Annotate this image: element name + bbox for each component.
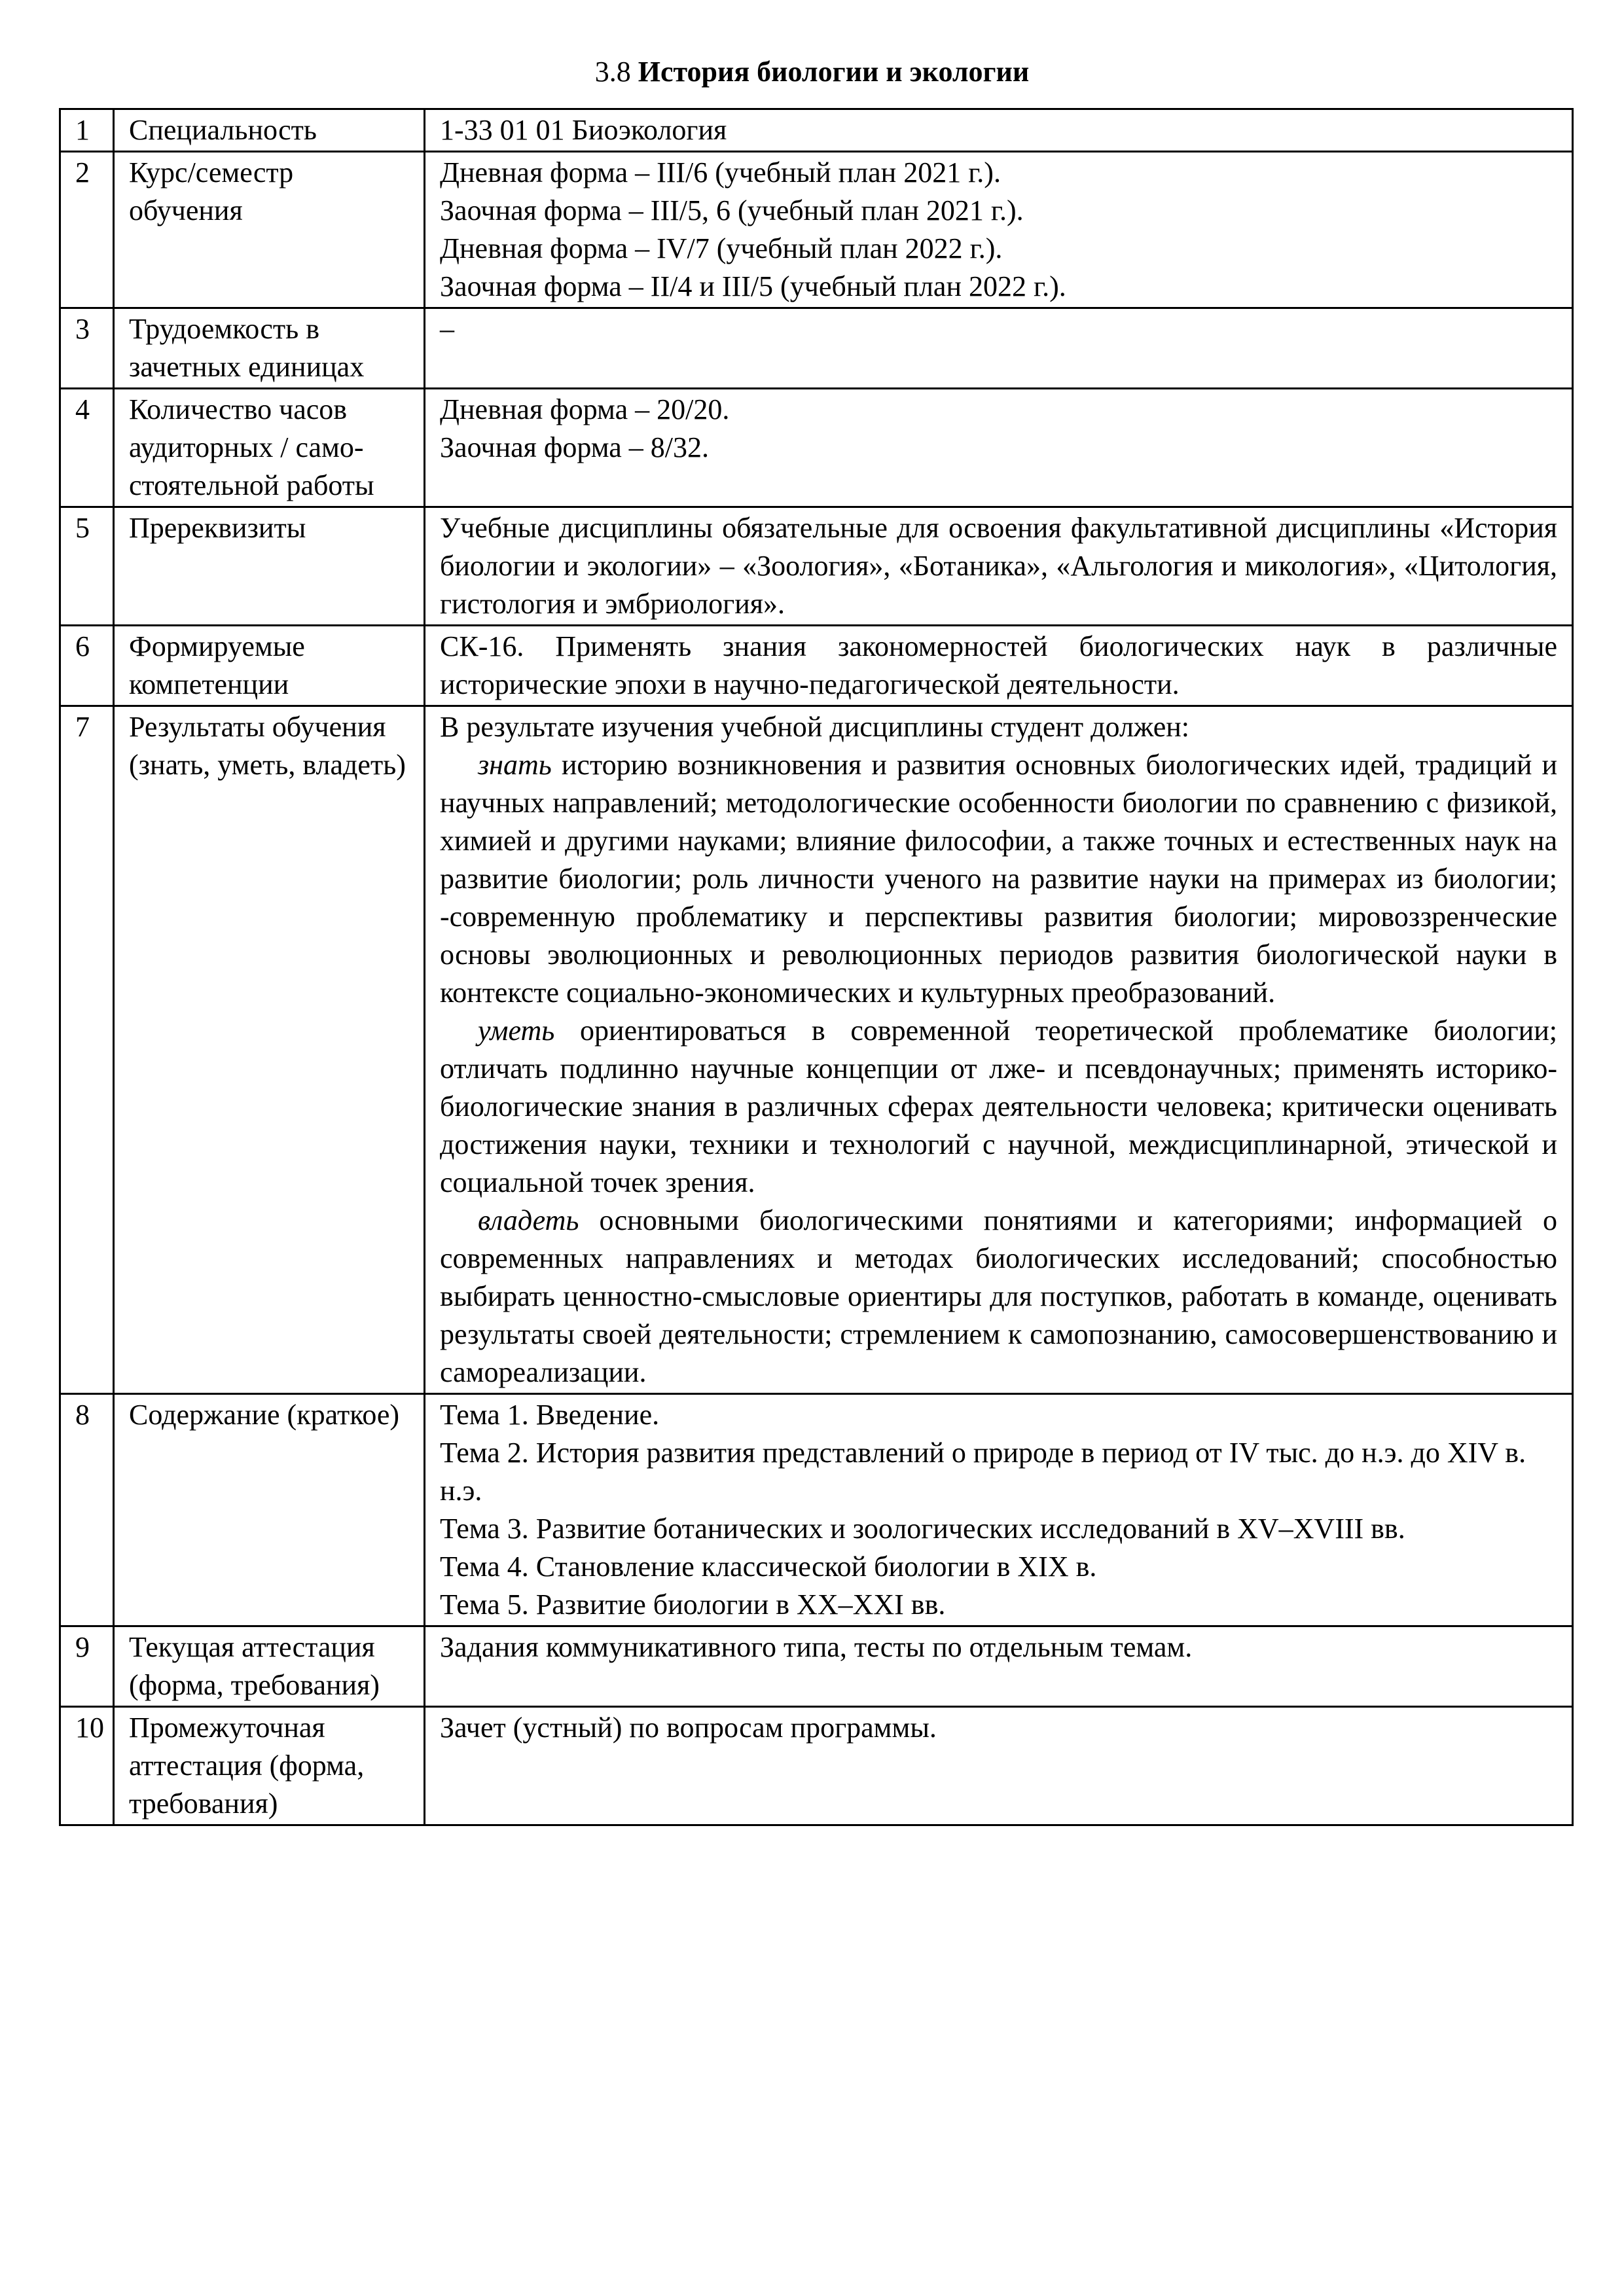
row-number: 10 bbox=[60, 1707, 114, 1825]
table-row bbox=[60, 1626, 1573, 1707]
results-know-text: историю возникновения и развития основных биологических идей, традиций и научных направлений; методологические особенности биологии по сравнению с физикой, химией и другими науками; влияние философии, а также точных и естественных наук на развитие биологии; роль личности ученого на развитие науки на примерах из биологии; -современную проблематику и перспективы развития биологии; мировоззренческие основы эволюционных и революционных периодов развития биологической науки в контексте социально-экономических и культурных преобразований. bbox=[440, 749, 1557, 1009]
row-label: Курс/семестр обучения bbox=[114, 152, 425, 308]
topic-line: Тема 1. Введение. bbox=[440, 1399, 660, 1431]
row-number: 3 bbox=[60, 308, 114, 389]
value-line: Заочная форма – III/5, 6 (учебный план 2021 г.). bbox=[440, 194, 1024, 226]
row-label: Специальность bbox=[114, 109, 425, 152]
results-can-key: уметь bbox=[478, 1014, 555, 1047]
section-name: История биологии и экологии bbox=[638, 56, 1030, 88]
table-row bbox=[60, 389, 1573, 507]
results-master-key: владеть bbox=[478, 1204, 579, 1236]
page-title bbox=[0, 52, 1624, 92]
row-label: Содержание (краткое) bbox=[114, 1394, 425, 1626]
value-line: Зачет (устный) по вопросам программы. bbox=[440, 1712, 937, 1744]
row-value bbox=[425, 152, 1573, 308]
table-row bbox=[60, 706, 1573, 1394]
table-row bbox=[60, 308, 1573, 389]
table-row bbox=[60, 1707, 1573, 1825]
table-row bbox=[60, 109, 1573, 152]
topic-line: Тема 4. Становление классической биологии в XIX в. bbox=[440, 1551, 1097, 1583]
results-master bbox=[440, 1202, 1557, 1391]
row-label: Промежуточная аттестация (форма, требования) bbox=[114, 1707, 425, 1825]
row-label: Результаты обучения (знать, уметь, владеть) bbox=[114, 706, 425, 1394]
section-number: 3.8 bbox=[594, 56, 631, 88]
topic-line: Тема 2. История развития представлений о природе в период от IV тыс. до н.э. до XIV в. н.э. bbox=[440, 1437, 1526, 1507]
table-row bbox=[60, 507, 1573, 626]
topic-line: Тема 5. Развитие биологии в XX–XXI вв. bbox=[440, 1588, 946, 1621]
results-intro: В результате изучения учебной дисциплины студент должен: bbox=[440, 711, 1190, 743]
table-row bbox=[60, 152, 1573, 308]
row-number: 9 bbox=[60, 1626, 114, 1707]
row-value: Учебные дисциплины обязательные для освоения факультативной дисциплины «История биологии и экологии» – «Зоология», «Ботаника», «Альгология и микология», «Цитология, гистология и эмбриология». bbox=[425, 507, 1573, 626]
value-line: Задания коммуникативного типа, тесты по отдельным темам. bbox=[440, 1631, 1193, 1663]
row-value bbox=[425, 1707, 1573, 1825]
row-value bbox=[425, 308, 1573, 389]
row-number: 6 bbox=[60, 626, 114, 706]
row-number: 1 bbox=[60, 109, 114, 152]
row-label: Формируемые компетенции bbox=[114, 626, 425, 706]
row-value bbox=[425, 1394, 1573, 1626]
results-know bbox=[440, 746, 1557, 1012]
row-label: Пререквизиты bbox=[114, 507, 425, 626]
value-line: Дневная форма – III/6 (учебный план 2021 г.). bbox=[440, 156, 1001, 188]
row-label: Количество часов аудиторных / само-стоятельной работы bbox=[114, 389, 425, 507]
results-can bbox=[440, 1012, 1557, 1202]
value-line: Заочная форма – II/4 и III/5 (учебный план 2022 г.). bbox=[440, 270, 1066, 302]
results-master-text: основными биологическими понятиями и категориями; информацией о современных направлениях и методах биологических исследований; способностью выбирать ценностно-смысловые ориентиры для поступков, работать в команде, оценивать результаты своей деятельности; стремлением к самопознанию, самосовершенствованию и самореализации. bbox=[440, 1204, 1557, 1388]
row-number: 5 bbox=[60, 507, 114, 626]
row-value bbox=[425, 389, 1573, 507]
table-row bbox=[60, 1394, 1573, 1626]
value-line: 1-33 01 01 Биоэкология bbox=[440, 114, 727, 146]
row-value bbox=[425, 109, 1573, 152]
row-number: 8 bbox=[60, 1394, 114, 1626]
value-line: – bbox=[440, 313, 454, 345]
value-line: Заочная форма – 8/32. bbox=[440, 431, 710, 463]
row-value bbox=[425, 1626, 1573, 1707]
row-number: 2 bbox=[60, 152, 114, 308]
topic-line: Тема 3. Развитие ботанических и зоологических исследований в XV–XVIII вв. bbox=[440, 1513, 1405, 1545]
row-label: Текущая аттестация (форма, требования) bbox=[114, 1626, 425, 1707]
row-number: 4 bbox=[60, 389, 114, 507]
value-line: Дневная форма – IV/7 (учебный план 2022 г.). bbox=[440, 232, 1003, 264]
row-label: Трудоемкость в зачетных единицах bbox=[114, 308, 425, 389]
syllabus-table bbox=[59, 108, 1574, 1826]
row-value bbox=[425, 706, 1573, 1394]
table-row bbox=[60, 626, 1573, 706]
value-line: Дневная форма – 20/20. bbox=[440, 393, 730, 425]
results-know-key: знать bbox=[478, 749, 552, 781]
row-value: СК-16. Применять знания закономерностей биологических наук в различные исторические эпохи в научно-педагогической деятельности. bbox=[425, 626, 1573, 706]
row-number: 7 bbox=[60, 706, 114, 1394]
results-can-text: ориентироваться в современной теоретической проблематике биологии; отличать подлинно научные концепции от лже- и псевдонаучных; применять историко-биологические знания в различных сферах деятельности человека; критически оценивать достижения науки, техники и технологий с научной, междисциплинарной, этической и социальной точек зрения. bbox=[440, 1014, 1557, 1198]
